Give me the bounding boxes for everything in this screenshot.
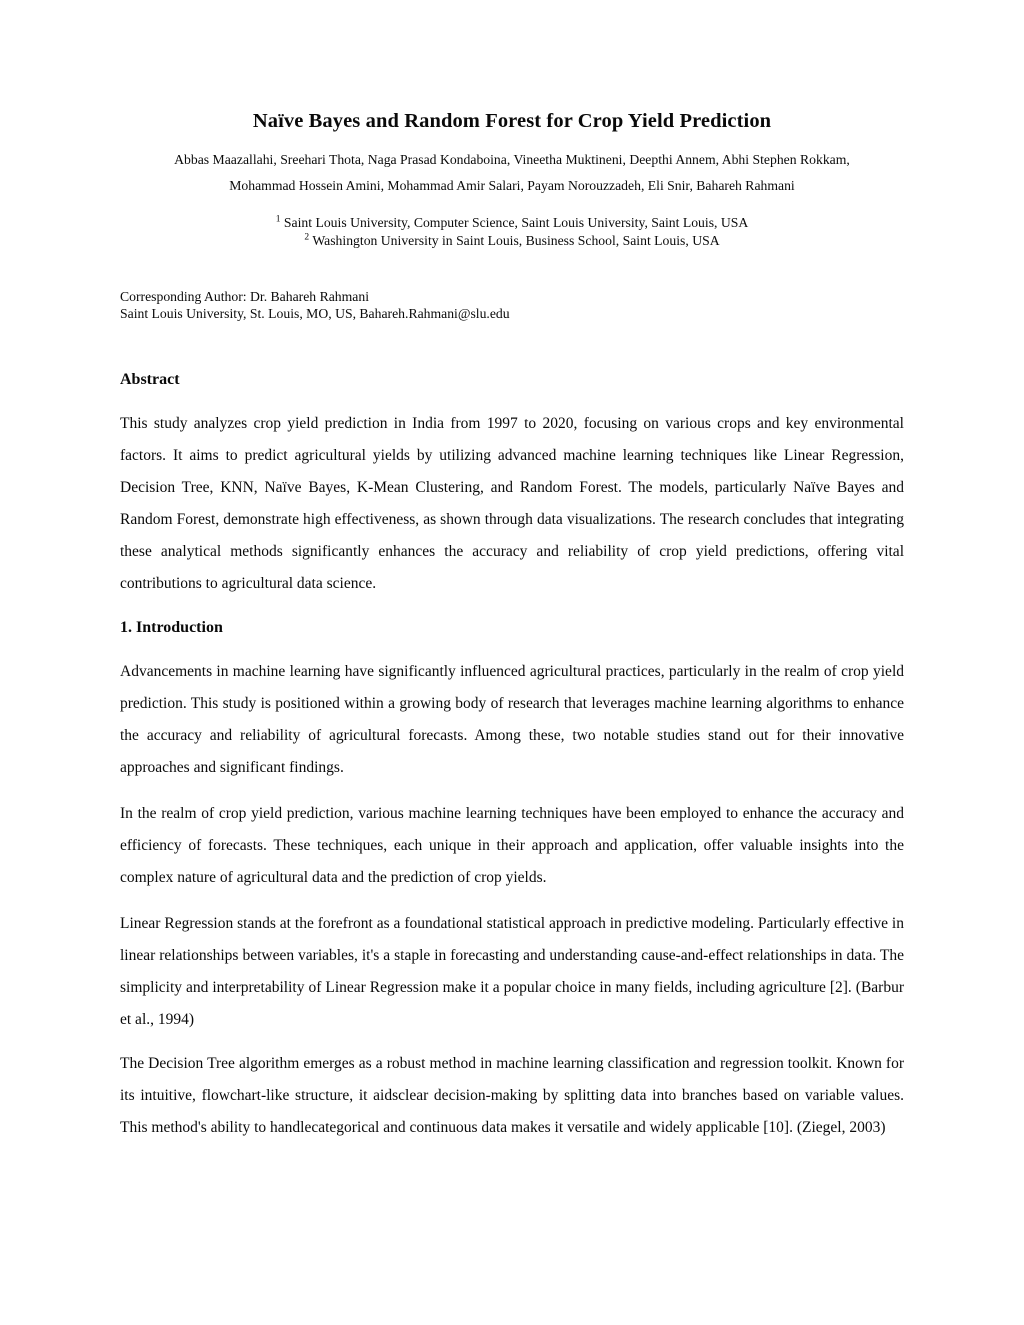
introduction-paragraph-2: In the realm of crop yield prediction, various machine learning techniques have been employed to enhance the accuracy and efficiency of forecasts. These techniques, each unique in their approach and application, offer valuable insights into the complex nature of agricultural data and the prediction of crop yields. [120, 805, 904, 886]
abstract-paragraph: This study analyzes crop yield prediction in India from 1997 to 2020, focusing on various crops and key environmental factors. It aims to predict agricultural yields by utilizing advanced machine learning techniques like Linear Regression, Decision Tree, KNN, Naïve Bayes, K-Mean Clustering, and Random Forest. The models, particularly Naïve Bayes and Random Forest, demonstrate high effectiveness, as shown through data visualizations. The research concludes that integrating these analytical methods significantly enhances the accuracy and reliability of crop yield predictions, offering vital contributions to agricultural data science. [120, 415, 904, 592]
author-list [120, 147, 904, 199]
affiliation-2 [120, 232, 904, 250]
corresponding-author-contact: Saint Louis University, St. Louis, MO, US, Bahareh.Rahmani@slu.edu [120, 306, 510, 321]
abstract-heading: Abstract [120, 371, 180, 388]
corresponding-author-block [120, 288, 904, 322]
introduction-heading: 1. Introduction [120, 619, 223, 636]
affiliation-1 [120, 214, 904, 232]
affiliation-2-superscript: 2 [304, 232, 310, 243]
paper-page [120, 0, 904, 1144]
affiliation-list [120, 214, 904, 250]
paper-title: Naïve Bayes and Random Forest for Crop Yield Prediction [252, 110, 772, 132]
introduction-paragraph-3: Linear Regression stands at the forefront as a foundational statistical approach in predictive modeling. Particularly effective in linear relationships between variables, it's a staple in forecasting and understanding cause-and-effect relationships in data. The simplicity and interpretability of Linear Regression make it a popular choice in many fields, including agriculture [2]. (Barbur et al., 1994) [120, 915, 904, 1028]
author-list-line-2: Mohammad Hossein Amini, Mohammad Amir Salari, Payam Norouzzadeh, Eli Snir, Bahareh Rahmani [229, 178, 795, 193]
introduction-paragraph-4: The Decision Tree algorithm emerges as a robust method in machine learning classification and regression toolkit. Known for its intuitive, flowchart-like structure, it aidsclear decision-making by splitting data into branches based on variable values. This method's ability to handlecategorical and continuous data makes it versatile and widely applicable [10]. (Ziegel, 2003) [120, 1055, 904, 1136]
affiliation-2-text: Washington University in Saint Louis, Business School, Saint Louis, USA [309, 233, 720, 248]
corresponding-author-name: Corresponding Author: Dr. Bahareh Rahmani [120, 289, 369, 304]
affiliation-1-superscript: 1 [275, 214, 281, 225]
author-list-line-1: Abbas Maazallahi, Sreehari Thota, Naga Prasad Kondaboina, Vineetha Muktineni, Deepthi Annem, Abhi Stephen Rokkam, [174, 152, 850, 167]
introduction-paragraph-1: Advancements in machine learning have significantly influenced agricultural practices, particularly in the realm of crop yield prediction. This study is positioned within a growing body of research that leverages machine learning algorithms to enhance the accuracy and reliability of agricultural forecasts. Among these, two notable studies stand out for their innovative approaches and significant findings. [120, 663, 904, 776]
affiliation-1-text: Saint Louis University, Computer Science, Saint Louis University, Saint Louis, USA [280, 215, 749, 230]
